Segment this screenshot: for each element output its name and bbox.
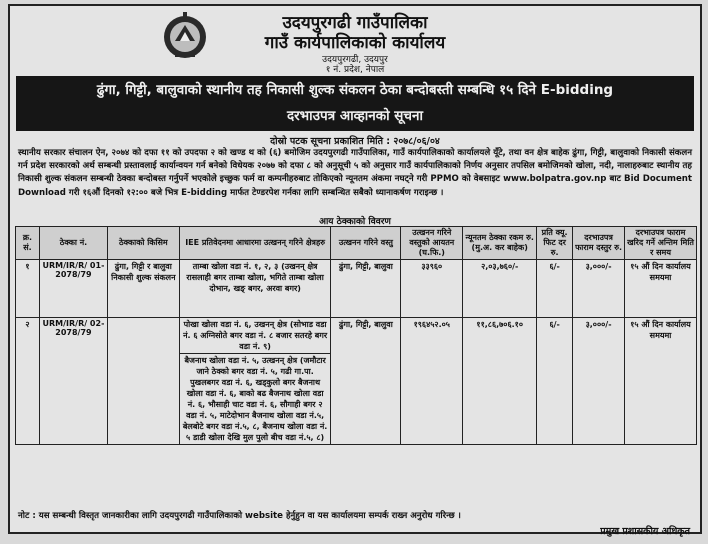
notice-page xyxy=(8,4,702,537)
col-header-deadline: दरभाउपत्र फाराम खरिद गर्ने अन्तिम मिति र समय xyxy=(625,227,697,260)
cell-areas: पोखा खोला वडा नं. ६, उखनन् क्षेत्र (सोभाड वडा नं. ६ अग्निसोते बगर वडा नं. ८ बजार सतरहे बगर वडा नं. ९) xyxy=(179,318,331,354)
office-address: उदयपुरगढी, उदयपुर xyxy=(322,55,388,65)
col-header-materials: उत्खनन गरिने वस्तु xyxy=(331,227,401,260)
signature-title: प्रमुख प्रशासकीय अधिकृत xyxy=(600,526,690,537)
cell-materials: ढुंगा, गिट्टी, बालुवा xyxy=(331,318,401,445)
cell-materials: ढुंगा, गिट्टी, बालुवा xyxy=(331,260,401,318)
province-address: १ नं. प्रदेश, नेपाल xyxy=(325,65,385,75)
cell-rate: ६/- xyxy=(537,260,573,318)
col-header-sn: क्र. सं. xyxy=(16,227,40,260)
table-row xyxy=(16,260,697,318)
col-header-type: ठेक्काको किसिम xyxy=(107,227,179,260)
cell-areas: बैजनाथ खोला वडा नं. ५, उत्खनन् क्षेत्र (जमौटार जाने ठेक्को बगर वडा नं. ५, गढी गा.पा. पुखलबगर वडा नं. ६, खड्कुलो बगर बैजनाथ खोला वडा नं. ६, बाको बढ बैजनाथ खोला वडा नं. ६, भौसाही चाट वडा नं. ६, सौगाही बगर २ वडा नं. ५, माटेदोभान बैजनाथ खोला वडा नं.५, बेलबोटे बगर वडा नं.५, ८, बैजनाथ खोला वडा नं. ५ डाडी खोला देखि मुल पुलो बीच वडा नं.५, ८) xyxy=(179,354,331,445)
municipality-name: उदयपुरगढी गाउँपालिका xyxy=(282,13,428,33)
cell-volume: १९६४५२.०५ xyxy=(401,318,463,445)
col-header-areas: IEE प्रतिवेदनमा आधारमा उत्खनन् गरिने क्षेत्रहरु xyxy=(179,227,331,260)
publish-date: दोस्रो पटक सूचना प्रकाशित मिति : २०७८/०६/०४ xyxy=(270,136,440,147)
contract-table xyxy=(15,226,697,445)
notice-title-line2: दरभाउपत्र आव्हानको सूचना xyxy=(286,108,423,124)
cell-deadline: १५ औं दिन कार्यालय समयमा xyxy=(625,318,697,445)
notice-title-banner xyxy=(16,76,694,131)
table-title: आय ठेक्काको विवरण xyxy=(319,217,391,227)
cell-min-amount: २,०३,७६०/- xyxy=(463,260,537,318)
table-header-row xyxy=(16,227,697,260)
col-header-contract-no: ठेक्का नं. xyxy=(39,227,107,260)
cell-form-fee: ३,०००/- xyxy=(573,318,625,445)
cell-contract-no: URM/IR/R/ 02-2078/79 xyxy=(39,318,107,445)
cell-form-fee: ३,०००/- xyxy=(573,260,625,318)
cell-type xyxy=(107,318,179,445)
cell-sn: २ xyxy=(16,318,40,445)
cell-areas: ताम्बा खोला वडा नं. १, २, ३ (उखनन् क्षेत्र रासलाही बगर ताम्बा खोला, भगिते ताम्बा खोला दोभान, खङ् बगर, अरवा बगर) xyxy=(179,260,331,318)
cell-sn: १ xyxy=(16,260,40,318)
col-header-min-amount: न्यूनतम ठेक्का रकम रु. (मु.अ. कर बाहेक) xyxy=(463,227,537,260)
cell-min-amount: ११,८६,७०६.१० xyxy=(463,318,537,445)
cell-volume: ३३९६० xyxy=(401,260,463,318)
footer-note: नोट : यस सम्बन्धी विस्तृत जानकारीका लागि उदयपुरगढी गाउँपालिकाको website हेर्नुहुन वा यस कार्यालयमा सम्पर्क राख्न अनुरोध गरिन्छ । xyxy=(18,511,461,521)
notice-title-line1: ढुंगा, गिट्टी, बालुवाको स्थानीय तह निकासी शुल्क संकलन ठेका बन्दोबस्ती सम्बन्धि १५ दिने E-bidding xyxy=(96,82,614,98)
office-name: गाउँ कार्यपालिकाको कार्यालय xyxy=(264,33,446,53)
col-header-volume: उत्खनन गरिने वस्तुको आयतन (घ.फि.) xyxy=(401,227,463,260)
cell-deadline: १५ औं दिन कार्यालय समयमा xyxy=(625,260,697,318)
cell-contract-no: URM/IR/R/ 01-2078/79 xyxy=(39,260,107,318)
table-row xyxy=(16,318,697,354)
notice-body-text: स्थानीय सरकार संचालन ऐन, २०७४ को दफा ११ को उपदफा २ को खण्ड थ को (६) बमोजिम उदयपुरगढी गाउँपालिका, गाउँ कार्यपालिकाको कार्यालयले यूँटे, तथा वन क्षेत्र बाहेक ढुंगा, गिट्टी, बालुवाको निकासी संकलन गर्न प्रदेश सरकारको अर्थ सम्बन्धी प्रस्तावलाई कार्यान्वयन गर्न बनेको विधेयक २०७७ को दफा ८ को अनुसूची ५ को अनुसार गाउँ कार्यपालिकाको निर्णय अनुसार तपसिल बमोजिमको खोला, नदी, नालाहरुबाट स्थानीय तह निकासी शुल्क संकलन सम्बन्धी ठेक्का बन्दोबस्त गर्नुपर्ने भएकोले इच्छुक फर्म वा कम्पनीहरुबाट तोकिएको न्यूनतम अंकमा नघट्ने गरी PPMO को वेबसाइट www.bolpatra.gov.np बाट Bid Document Download गरी १६औं दिनको १२:०० बजे भित्र E-bidding मार्फत टेण्डरपेश गर्नका लागि सम्बन्धित सबैको ध्यानाकर्षण गराइन्छ । xyxy=(18,148,692,198)
col-header-form-fee: दरभाउपत्र फाराम दस्तुर रु. xyxy=(573,227,625,260)
cell-rate: ६/- xyxy=(537,318,573,445)
col-header-rate: प्रति क्यू. फिट दर रु. xyxy=(537,227,573,260)
cell-type: ढुंगा, गिट्टी र बालुवा निकासी शुल्क संकलन xyxy=(107,260,179,318)
